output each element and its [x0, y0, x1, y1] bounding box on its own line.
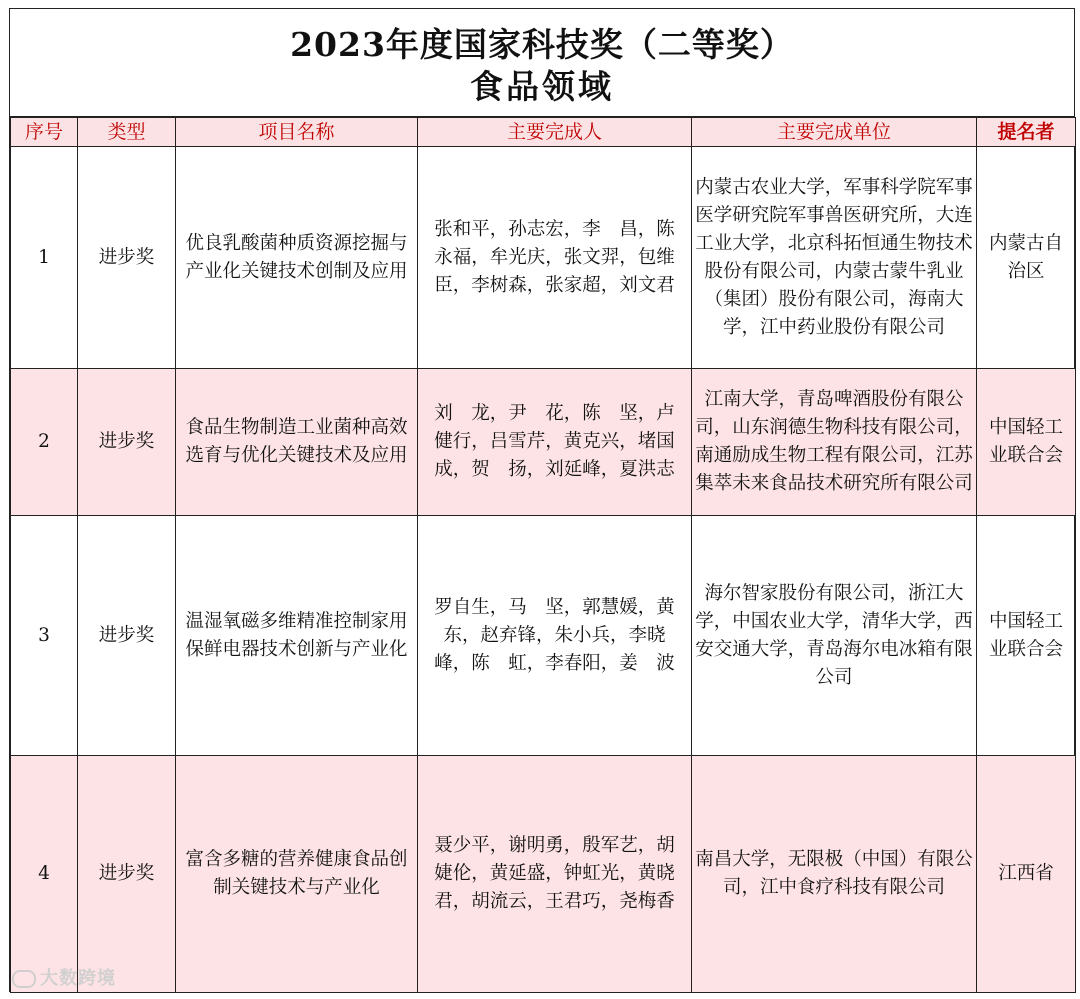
- col-header-people: 主要完成人: [418, 118, 692, 147]
- row-type: 进步奖: [78, 756, 176, 993]
- table-header-row: [11, 118, 1076, 147]
- col-header-nominator: 提名者: [977, 118, 1076, 147]
- col-header-no: 序号: [11, 118, 78, 147]
- page-title: 2023年度国家科技奖（二等奖）: [290, 25, 794, 64]
- row-no: 1: [11, 147, 78, 369]
- watermark: [12, 964, 116, 990]
- award-table: [10, 117, 1076, 993]
- row-people: 聂少平，谢明勇，殷军艺，胡婕伦，黄延盛，钟虹光，黄晓君，胡流云，王君巧，尧梅香: [418, 756, 692, 993]
- row-nominator: 中国轻工业联合会: [977, 516, 1076, 756]
- col-header-project: 项目名称: [176, 118, 418, 147]
- row-type: 进步奖: [78, 147, 176, 369]
- col-header-type: 类型: [78, 118, 176, 147]
- row-no: 3: [11, 516, 78, 756]
- row-units: 海尔智家股份有限公司，浙江大学，中国农业大学，清华大学，西安交通大学，青岛海尔电冰箱有限公司: [692, 516, 977, 756]
- row-units: 江南大学，青岛啤酒股份有限公司，山东润德生物科技有限公司，南通励成生物工程有限公司，江苏集萃未来食品技术研究所有限公司: [692, 369, 977, 516]
- row-units: 南昌大学，无限极（中国）有限公司，江中食疗科技有限公司: [692, 756, 977, 993]
- row-no: 2: [11, 369, 78, 516]
- row-people: 刘 龙，尹 花，陈 坚，卢健行，吕雪芹，黄克兴，堵国成，贺 扬，刘延峰，夏洪志: [418, 369, 692, 516]
- watermark-text: 大数跨境: [40, 968, 116, 989]
- row-units: 内蒙古农业大学，军事科学院军事医学研究院军事兽医研究所，大连工业大学，北京科拓恒通生物技术股份有限公司，内蒙古蒙牛乳业（集团）股份有限公司，海南大学，江中药业股份有限公司: [692, 147, 977, 369]
- table-row: [11, 516, 1076, 756]
- row-nominator: 中国轻工业联合会: [977, 369, 1076, 516]
- row-no: 4: [11, 756, 78, 993]
- row-nominator: 江西省: [977, 756, 1076, 993]
- title-area: [10, 9, 1074, 117]
- row-people: 张和平，孙志宏，李 昌，陈永福，牟光庆，张文羿，包维臣，李树森，张家超，刘文君: [418, 147, 692, 369]
- award-sheet: [9, 8, 1075, 992]
- table-row: [11, 147, 1076, 369]
- page-subtitle: 食品领域: [470, 67, 614, 106]
- row-project: 食品生物制造工业菌种高效选育与优化关键技术及应用: [176, 369, 418, 516]
- row-nominator: 内蒙古自治区: [977, 147, 1076, 369]
- row-project: 优良乳酸菌种质资源挖掘与产业化关键技术创制及应用: [176, 147, 418, 369]
- table-row: [11, 369, 1076, 516]
- row-type: 进步奖: [78, 369, 176, 516]
- row-project: 富含多糖的营养健康食品创制关键技术与产业化: [176, 756, 418, 993]
- table-row: [11, 756, 1076, 993]
- row-people: 罗自生，马 坚，郭慧媛，黄 东，赵弃锋，朱小兵，李晓峰，陈 虹，李春阳，姜 波: [418, 516, 692, 756]
- row-type: 进步奖: [78, 516, 176, 756]
- col-header-units: 主要完成单位: [692, 118, 977, 147]
- watermark-logo-icon: [12, 970, 36, 988]
- row-project: 温湿氧磁多维精准控制家用保鲜电器技术创新与产业化: [176, 516, 418, 756]
